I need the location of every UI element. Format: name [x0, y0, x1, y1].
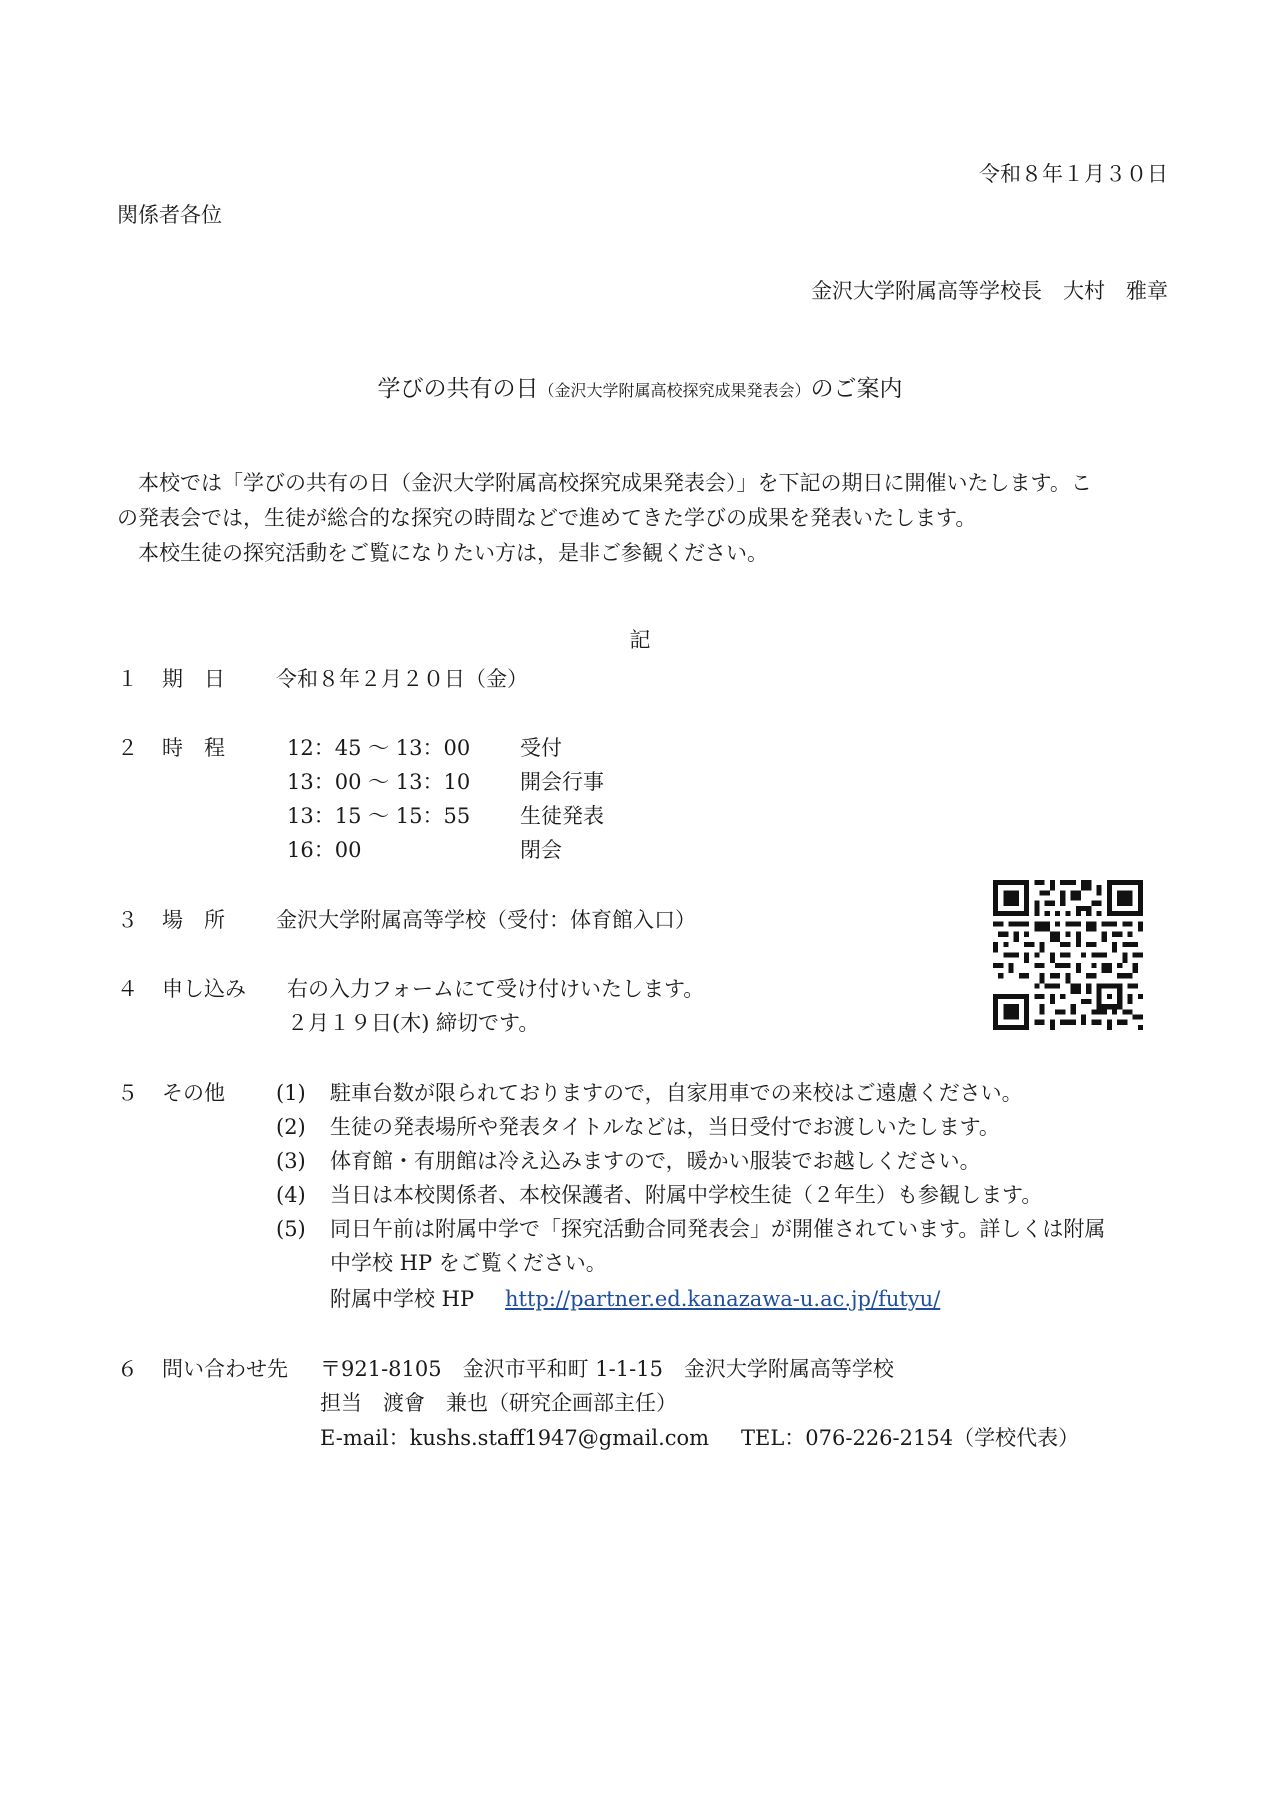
event-place: 金沢大学附属高等学校（受付：体育館入口）	[276, 908, 696, 932]
title-main: 学びの共有の日	[377, 376, 539, 402]
item-label-date: 期 日	[162, 667, 225, 691]
note-text: 体育館・有朋館は冷え込みますので，暖かい服装でお越しください。	[330, 1149, 981, 1173]
ki-heading: 記	[629, 628, 651, 652]
note-number: (3)	[276, 1149, 306, 1173]
event-date: 令和８年２月２０日（金）	[276, 667, 528, 691]
item-number: ４	[117, 977, 138, 1001]
sender: 金沢大学附属高等学校長 大村 雅章	[811, 279, 1168, 303]
qr-code-icon[interactable]	[993, 880, 1143, 1030]
schedule-desc: 閉会	[520, 838, 562, 862]
item-number: ５	[117, 1081, 138, 1105]
schedule-time: 13：15 〜 15：55	[287, 804, 471, 828]
page-title	[0, 371, 1280, 409]
item-number: ２	[117, 736, 138, 760]
contact-tel: TEL：076-226-2154（学校代表）	[741, 1426, 1080, 1450]
apply-deadline: ２月１９日(木) 締切です。	[287, 1011, 540, 1035]
item-label-contact: 問い合わせ先	[162, 1357, 288, 1381]
intro-line: 本校生徒の探究活動をご覧になりたい方は，是非ご参観ください。	[117, 541, 768, 565]
item-number: １	[117, 667, 138, 691]
note-text-continued: 中学校 HP をご覧ください。	[330, 1251, 607, 1275]
item-number: ６	[117, 1357, 138, 1381]
intro-paragraph	[117, 466, 1165, 571]
item-label-place: 場 所	[162, 908, 225, 932]
schedule-time: 12：45 〜 13：00	[287, 736, 471, 760]
note-number: (1)	[276, 1081, 306, 1105]
hp-label: 附属中学校 HP	[330, 1287, 475, 1311]
schedule-desc: 受付	[520, 736, 562, 760]
schedule-desc: 生徒発表	[520, 804, 604, 828]
intro-line: 本校では「学びの共有の日（金沢大学附属高校探究成果発表会）」を下記の期日に開催いたします。こ	[117, 471, 1092, 495]
apply-text: 右の入力フォームにて受け付けいたします。	[287, 977, 705, 1001]
note-number: (5)	[276, 1217, 306, 1241]
item-label-apply: 申し込み	[162, 977, 246, 1001]
contact-address: 〒921-8105 金沢市平和町 1-1-15 金沢大学附属高等学校	[320, 1357, 894, 1381]
item-label-schedule: 時 程	[162, 736, 225, 760]
note-number: (2)	[276, 1115, 306, 1139]
item-label-other: その他	[162, 1081, 225, 1105]
note-number: (4)	[276, 1183, 306, 1207]
item-number: ３	[117, 908, 138, 932]
title-sub: （金沢大学附属高校探究成果発表会）	[538, 381, 811, 400]
schedule-time: 16：00	[287, 838, 362, 862]
note-text: 同日午前は附属中学で「探究活動合同発表会」が開催されています。詳しくは附属	[330, 1217, 1106, 1241]
contact-person: 担当 渡會 兼也（研究企画部主任）	[320, 1391, 677, 1415]
hp-link[interactable]: http://partner.ed.kanazawa-u.ac.jp/futyu/	[505, 1287, 941, 1311]
title-suffix: のご案内	[810, 376, 903, 402]
note-text: 駐車台数が限られておりますので，自家用車での来校はご遠慮ください。	[330, 1081, 1023, 1105]
schedule-time: 13：00 〜 13：10	[287, 770, 471, 794]
contact-email: E-mail：kushs.staff1947@gmail.com	[320, 1426, 710, 1450]
note-text: 生徒の発表場所や発表タイトルなどは，当日受付でお渡しいたします。	[330, 1115, 1000, 1139]
addressee: 関係者各位	[117, 203, 222, 227]
note-text: 当日は本校関係者、本校保護者、附属中学校生徒（２年生）も参観します。	[330, 1183, 1043, 1207]
schedule-desc: 開会行事	[520, 770, 604, 794]
intro-line: の発表会では，生徒が総合的な探究の時間などで進めてきた学びの成果を発表いたします。	[117, 506, 977, 530]
document-date: 令和８年１月３０日	[979, 162, 1168, 186]
